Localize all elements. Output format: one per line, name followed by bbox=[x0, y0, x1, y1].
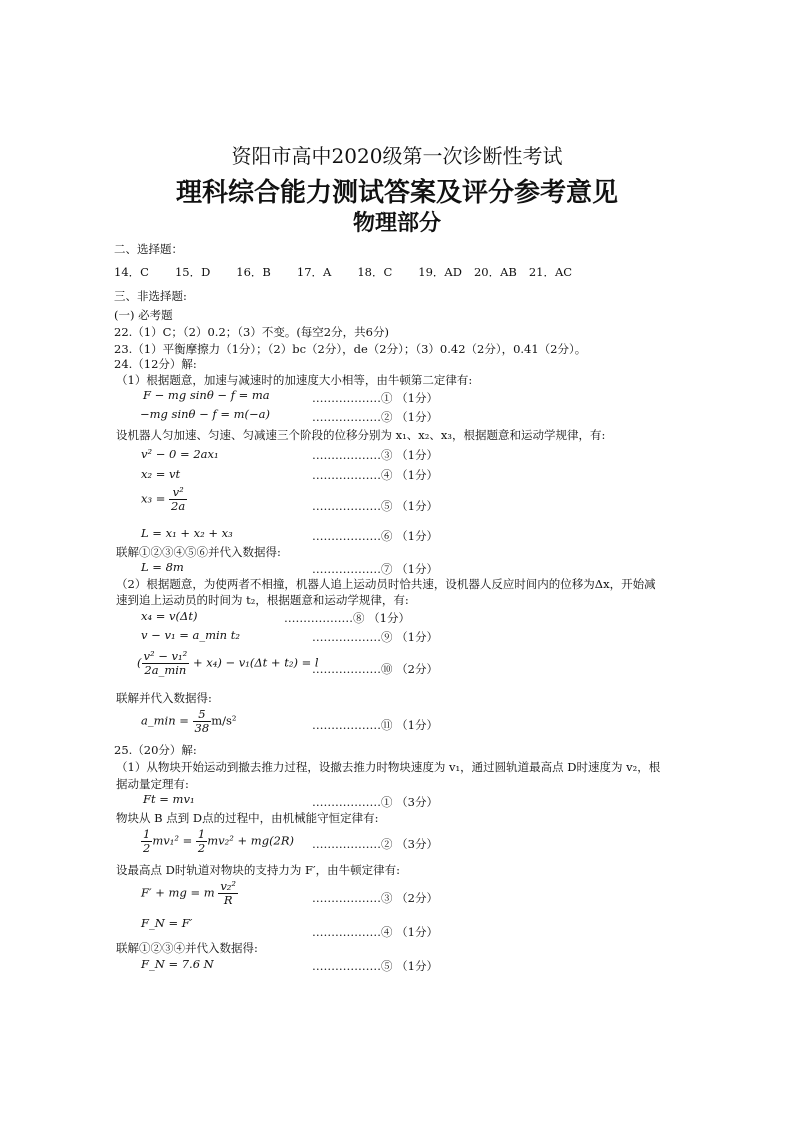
q24-eq5 bbox=[141, 486, 187, 513]
q24-part2-text-cont: 速到追上运动员的时间为 t₂，根据题意和运动学规律，有: bbox=[116, 593, 409, 607]
q24-eq8: x₄ = v(Δt) bbox=[141, 609, 198, 623]
answer-14: 14．C bbox=[114, 265, 149, 279]
q24-eq11-lhs: a_min = bbox=[141, 713, 189, 728]
q24-eq11-denominator: 38 bbox=[194, 721, 210, 735]
q24-part2-text: （2）根据题意，为使两者不相撞，机器人追上运动员时恰共速，设机器人反应时间内的位移为Δx，开始减 bbox=[116, 577, 656, 591]
q25-part1-text-cont: 据动量定理有: bbox=[116, 777, 189, 791]
q25-score5: ………………⑤ （1分） bbox=[312, 959, 438, 973]
q24-score6: ………………⑥ （1分） bbox=[312, 529, 438, 543]
q24-eq10 bbox=[137, 650, 319, 677]
section-3-heading: 三、非选择题: bbox=[114, 289, 187, 303]
q25-score2: ………………② （3分） bbox=[312, 837, 438, 851]
q25-eq5: F_N = 7.6 N bbox=[141, 957, 214, 971]
q24-eq10-open: ( bbox=[137, 655, 142, 670]
q25-score4: ………………④ （1分） bbox=[312, 925, 438, 939]
answer-18: 18．C bbox=[357, 265, 393, 279]
q24-score11: ………………⑪ （1分） bbox=[312, 718, 438, 732]
q24-score1: ………………① （1分） bbox=[312, 391, 438, 405]
q25-eq3 bbox=[141, 880, 238, 907]
q24-text3: 联解①②③④⑤⑥并代入数据得: bbox=[116, 545, 281, 559]
q24-score9: ………………⑨ （1分） bbox=[312, 630, 438, 644]
q24-score5: ………………⑤ （1分） bbox=[312, 499, 438, 513]
answer-16: 16．B bbox=[236, 265, 271, 279]
q25-eq3-lhs: F′ + mg = m bbox=[141, 885, 215, 900]
q24-eq5-fraction bbox=[169, 486, 187, 513]
q24-eq5-numerator: v² bbox=[169, 486, 187, 500]
q24-text4: 联解并代入数据得: bbox=[116, 691, 212, 705]
q25-part1-text: （1）从物块开始运动到撤去推力过程，设撤去推力时物块速度为 v₁，通过圆轨道最高点 D时速度为 v₂，根 bbox=[116, 760, 661, 774]
q24-eq6: L = x₁ + x₂ + x₃ bbox=[141, 526, 233, 540]
q24-score4: ………………④ （1分） bbox=[312, 468, 438, 482]
q25-score1: ………………① （3分） bbox=[312, 795, 438, 809]
q24-eq1: F − mg sinθ − f = ma bbox=[143, 388, 270, 402]
q24-part1-text: （1）根据题意，加速与减速时的加速度大小相等，由牛顿第二定律有: bbox=[116, 373, 473, 387]
q24-eq10-denominator: 2a_min bbox=[144, 663, 187, 677]
q24-eq5-lhs: x₃ = bbox=[141, 491, 166, 506]
q24-eq4: x₂ = vt bbox=[141, 467, 181, 481]
q25-eq2 bbox=[141, 828, 294, 855]
q25-text2: 物块从 B 点到 D点的过程中，由机械能守恒定律有: bbox=[116, 811, 379, 825]
answer-20: 20．AB bbox=[473, 265, 517, 279]
q25-eq2-frac2-num: 1 bbox=[197, 827, 206, 841]
document-subtitle: 物理部分 bbox=[352, 211, 441, 236]
q25-eq2-frac2-den: 2 bbox=[197, 841, 206, 855]
q24-eq5-denominator: 2a bbox=[171, 499, 186, 513]
document-title: 理科综合能力测试答案及评分参考意见 bbox=[175, 178, 618, 208]
q24-eq10-numerator: v² − v₁² bbox=[143, 649, 188, 663]
q25-text3: 设最高点 D时轨道对物块的支持力为 F′，由牛顿定律有: bbox=[116, 863, 400, 877]
q25-eq2-mid2: mv₂² + mg(2R) bbox=[207, 833, 295, 848]
answer-15: 15．D bbox=[174, 265, 211, 279]
q24-eq3: v² − 0 = 2ax₁ bbox=[141, 447, 219, 461]
q25-eq2-frac1 bbox=[141, 828, 152, 855]
q25-eq3-denominator: R bbox=[223, 893, 233, 907]
q25-eq1: Ft = mv₁ bbox=[143, 792, 195, 806]
q24-eq11-unit: m/s² bbox=[211, 713, 237, 728]
q24-score3: ………………③ （1分） bbox=[312, 448, 438, 462]
q25-title: 25.（20分）解: bbox=[114, 743, 197, 757]
q25-eq3-fraction bbox=[218, 880, 238, 907]
q24-eq9: v − v₁ = a_min t₂ bbox=[141, 628, 240, 642]
q24-eq11-fraction bbox=[193, 708, 212, 735]
q24-eq7: L = 8m bbox=[141, 560, 184, 574]
q25-eq2-frac1-num: 1 bbox=[143, 827, 151, 841]
q24-score7: ………………⑦ （1分） bbox=[312, 562, 438, 576]
q24-eq10-rest: + x₄) − v₁(Δt + t₂) = l bbox=[192, 655, 319, 670]
answer-19: 19．AD bbox=[418, 265, 462, 279]
q25-text4: 联解①②③④并代入数据得: bbox=[116, 941, 258, 955]
q25-score3: ………………③ （2分） bbox=[312, 891, 438, 905]
q25-eq4: F_N = F′ bbox=[141, 916, 193, 930]
multiple-choice-answers bbox=[114, 264, 598, 280]
answer-17: 17．A bbox=[296, 265, 332, 279]
q24-eq2: −mg sinθ − f = m(−a) bbox=[140, 407, 270, 421]
q25-eq2-mid1: mv₁² = bbox=[152, 833, 193, 848]
q25-eq2-frac2 bbox=[196, 828, 207, 855]
section-2-heading: 二、选择题： bbox=[114, 242, 183, 256]
q24-score10: ………………⑩ （2分） bbox=[312, 662, 438, 676]
q24-title: 24.（12分）解: bbox=[114, 357, 197, 371]
q24-score8: ………………⑧ （1分） bbox=[284, 611, 410, 625]
q23-answer: 23.（1）平衡摩擦力（1分）；（2）bc（2分），de（2分）；（3）0.42（2分），0.41（2分）。 bbox=[114, 342, 587, 356]
q24-score2: ………………② （1分） bbox=[312, 410, 438, 424]
q25-eq2-frac1-den: 2 bbox=[143, 841, 151, 855]
exam-school-title: 资阳市高中2020级第一次诊断性考试 bbox=[231, 144, 563, 168]
q24-text2: 设机器人匀加速、匀速、匀减速三个阶段的位移分别为 x₁、x₂、x₃，根据题意和运动学规律，有: bbox=[116, 428, 606, 442]
q24-eq11 bbox=[141, 708, 236, 735]
answer-21: 21．AC bbox=[528, 265, 573, 279]
q24-eq10-fraction bbox=[142, 650, 190, 677]
q24-eq11-numerator: 5 bbox=[193, 708, 212, 722]
q25-eq3-numerator: v₂² bbox=[220, 879, 237, 893]
q22-answer: 22.（1）C；（2）0.2；（3）不变。(每空2分，共6分) bbox=[114, 325, 389, 339]
required-questions-label: (一) 必考题 bbox=[114, 308, 173, 322]
